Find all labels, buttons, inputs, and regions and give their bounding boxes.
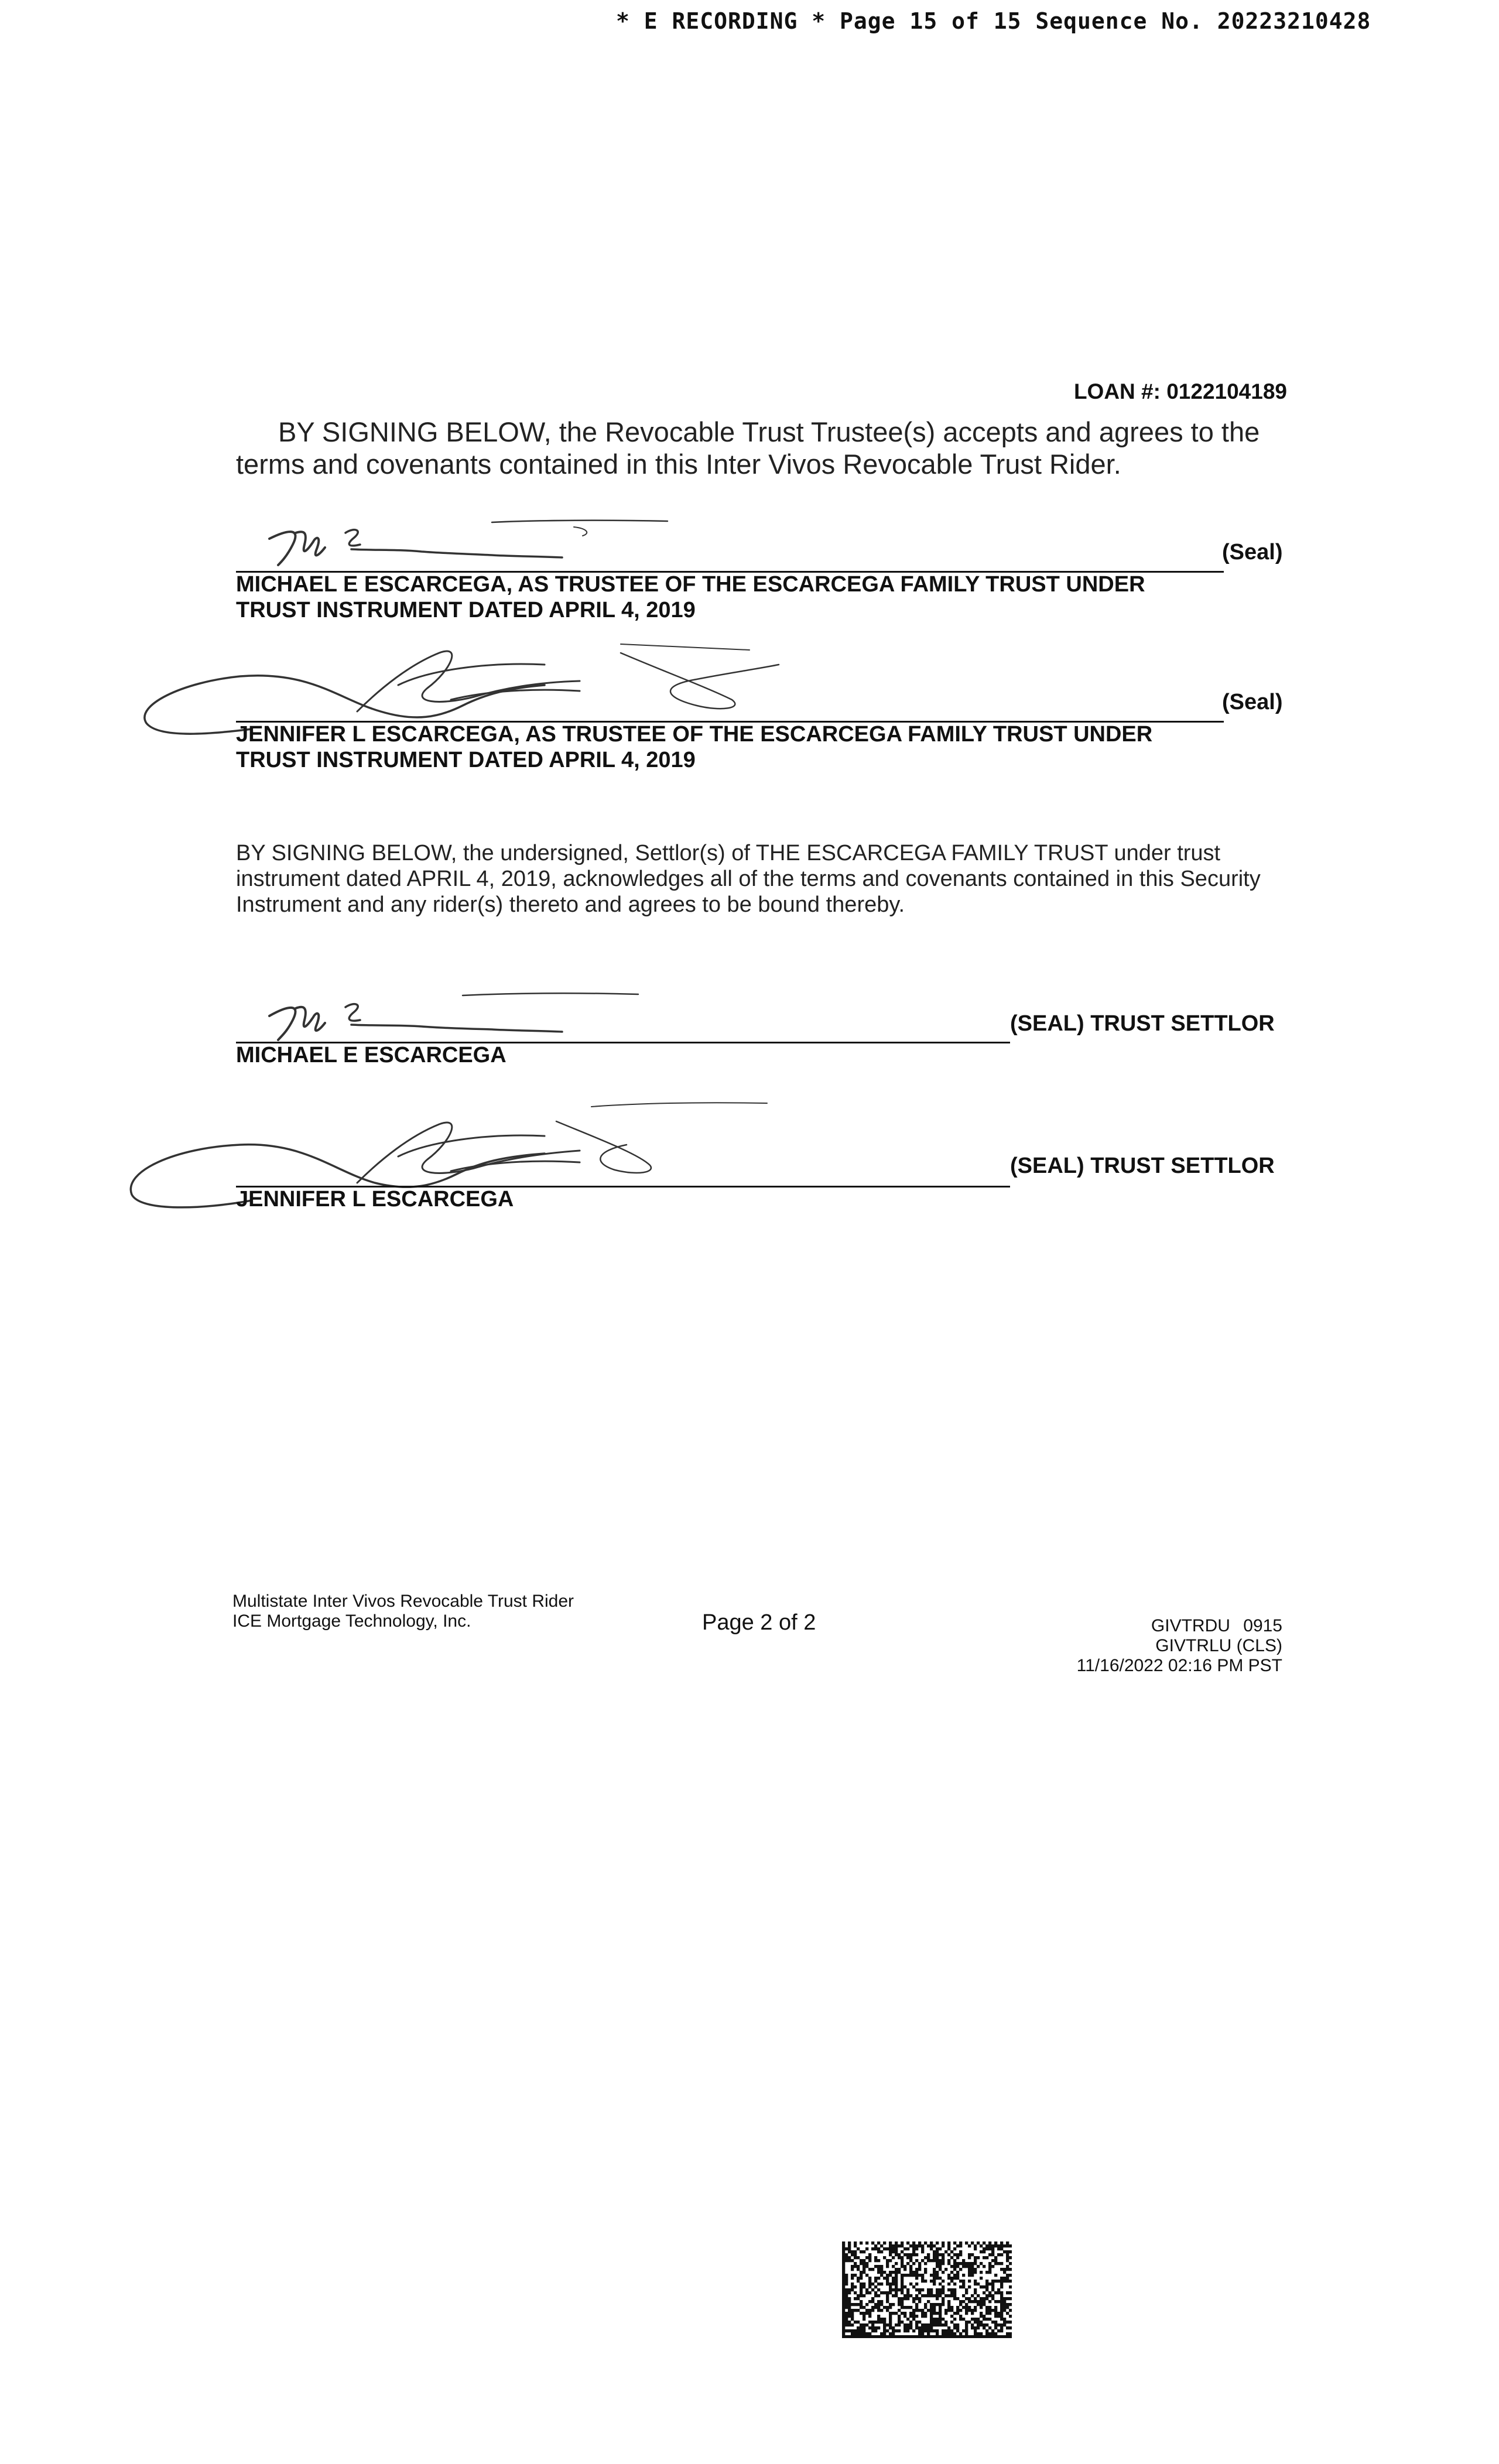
settlor-intro: BY SIGNING BELOW, the undersigned, Settlor(s) of THE ESCARCEGA FAMILY TRUST under trust instrument dated APRIL 4, 2019, acknowledges all of the terms and covenants contained in this Security Instrument and any rider(s) thereto and agrees to be bound thereby. xyxy=(236,841,1261,917)
footer-form-code-2: GIVTRLU (CLS) xyxy=(1155,1636,1282,1655)
trustee-intro: BY SIGNING BELOW, the Revocable Trust Trustee(s) accepts and agrees to the terms and covenants contained in this Inter Vivos Revocable Trust Rider. xyxy=(236,416,1260,480)
signer-name: JENNIFER L ESCARCEGA, AS TRUSTEE OF THE ESCARCEGA FAMILY TRUST UNDER xyxy=(236,722,1153,747)
footer-company: ICE Mortgage Technology, Inc. xyxy=(232,1611,471,1631)
signer-name-continued: TRUST INSTRUMENT DATED APRIL 4, 2019 xyxy=(236,598,696,622)
footer-page-number: Page 2 of 2 xyxy=(702,1610,816,1635)
signature-michael-trustee xyxy=(246,509,691,574)
settlor-name: JENNIFER L ESCARCEGA xyxy=(236,1187,514,1212)
settlor-seal-label: (SEAL) TRUST SETTLOR xyxy=(1010,1154,1275,1178)
seal-label: (Seal) xyxy=(1222,690,1283,714)
footer-timestamp: 11/16/2022 02:16 PM PST xyxy=(1076,1656,1282,1675)
seal-label: (Seal) xyxy=(1222,540,1283,564)
settlor-seal-label: (SEAL) TRUST SETTLOR xyxy=(1010,1011,1275,1036)
footer-form-code: GIVTRDU 0915 xyxy=(1151,1616,1282,1635)
signer-name-continued: TRUST INSTRUMENT DATED APRIL 4, 2019 xyxy=(236,748,696,772)
loan-number: LOAN #: 0122104189 xyxy=(1073,379,1287,403)
settlor-name: MICHAEL E ESCARCEGA xyxy=(236,1043,506,1067)
recording-header: * E RECORDING * Page 15 of 15 Sequence No. 20223210428 xyxy=(616,8,1371,34)
barcode-2d xyxy=(842,2241,1012,2338)
footer-form-title: Multistate Inter Vivos Revocable Trust Rider xyxy=(232,1592,574,1611)
signature-michael-settlor xyxy=(246,984,668,1048)
signer-name: MICHAEL E ESCARCEGA, AS TRUSTEE OF THE ESCARCEGA FAMILY TRUST UNDER xyxy=(236,572,1145,597)
